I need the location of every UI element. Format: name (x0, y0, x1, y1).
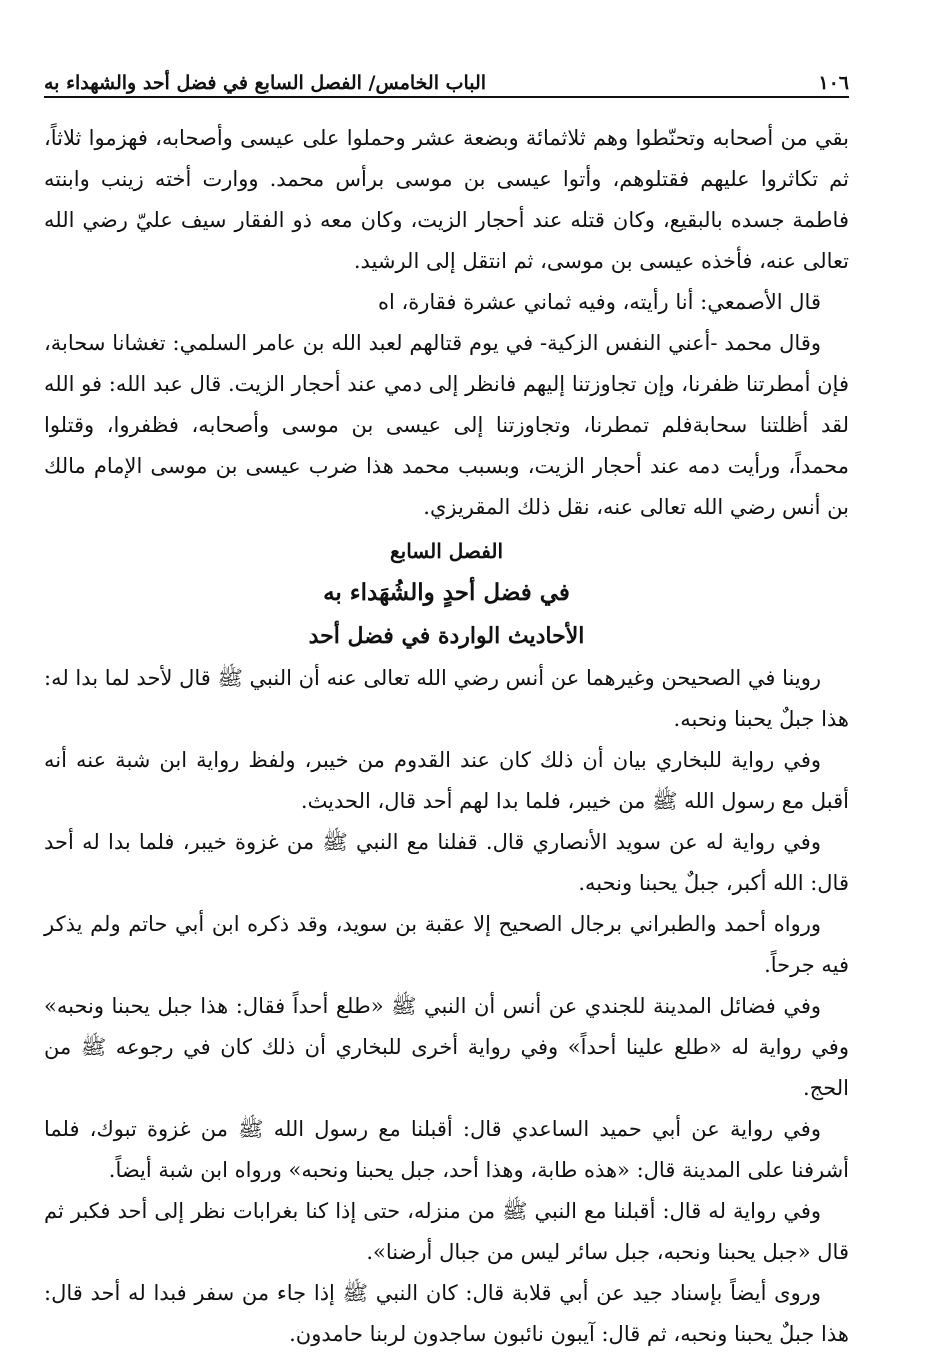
chapter-heading: الفصل السابع (389, 539, 504, 563)
header-rule (44, 96, 849, 98)
paragraph: روينا في الصحيحن وغيرهما عن أنس رضي الله تعالى عنه أن النبي ﷺ قال لأحد لما بدا له: هذا جبلٌ يحبنا ونحبه. (44, 666, 849, 731)
running-title: الباب الخامس/ الفصل السابع في فضل أحد والشهداء به (44, 72, 487, 94)
page-header (44, 60, 849, 94)
paragraph: وفي رواية له عن سويد الأنصاري قال. قفلنا مع النبي ﷺ من غزوة خيبر، فلما بدا له أحد قال: الله أكبر، جبلٌ يحبنا ونحبه. (44, 830, 849, 895)
chapter-title: في فضل أحدٍ والشُهَداء به (323, 579, 570, 606)
paragraph: قال الأصمعي: أنا رأيته، وفيه ثماني عشرة فقارة، اه (377, 290, 821, 314)
section-heading: الأحاديث الواردة في فضل أحد (308, 623, 585, 649)
paragraph: وفي رواية له قال: أقبلنا مع النبي ﷺ من منزله، حتى إذا كنا بغرابات نظر إلى أحد فكبر ثم قال «جبل يحبنا ونحبه، جبل سائر ليس من جبال أرضنا». (44, 1199, 849, 1264)
paragraph: ورواه أحمد والطبراني برجال الصحيح إلا عقبة بن سويد، وقد ذكره ابن أبي حاتم ولم يذكر فيه جرحاً. (44, 912, 849, 977)
paragraph: وروى أيضاً بإسناد جيد عن أبي قلابة قال: كان النبي ﷺ إذا جاء من سفر فبدا له أحد قال: هذا جبلٌ يحبنا ونحبه، ثم قال: آيبون نائبون ساجدون لربنا حامدون. (44, 1281, 849, 1346)
paragraph: وفي رواية عن أبي حميد الساعدي قال: أقبلنا مع رسول الله ﷺ من غزوة تبوك، فلما أشرفنا على المدينة قال: «هذه طابة، وهذا أحد، جبل يحبنا ونحبه» ورواه ابن شبة أيضاً. (44, 1117, 849, 1182)
page-number: ١٠٦ (818, 72, 849, 94)
page-body (44, 118, 849, 1355)
paragraph: وفي رواية للبخاري بيان أن ذلك كان عند القدوم من خيبر، ولفظ رواية ابن شبة عنه أنه أقبل مع رسول الله ﷺ من خيبر، فلما بدا لهم أحد قال، الحديث. (44, 748, 849, 813)
paragraph: وقال محمد -أعني النفس الزكية- في يوم قتالهم لعبد الله بن عامر السلمي: تغشانا سحابة، فإن أمطرتنا ظفرنا، وإن تجاوزتنا إليهم فانظر إلى دمي عند أحجار الزيت. قال عبد الله: فو الله لقد أظلتنا سحابةفلم تمطرنا، وتجاوزتنا إلى عيسى بن موسى وأصحابه، فظفروا، وقتلوا محمداً، ورأيت دمه عند أحجار الزيت، وبسبب محمد هذا ضرب عيسى بن موسى الإمام مالك بن أنس رضي الله تعالى عنه، نقل ذلك المقريزي. (44, 331, 849, 519)
paragraph: بقي من أصحابه وتحنّطوا وهم ثلاثمائة وبضعة عشر وحملوا على عيسى وأصحابه، فهزموا ثلاثاً، ثم تكاثروا عليهم فقتلوهم، وأتوا عيسى بن موسى برأس محمد. ووارت أخته زينب وابنته فاطمة جسده بالبقيع، وكان قتله عند أحجار الزيت، وكان معه ذو الفقار سيف عليّ رضي الله تعالى عنه، فأخذه عيسى بن موسى، ثم انتقل إلى الرشيد. (44, 126, 849, 273)
paragraph: وفي فضائل المدينة للجندي عن أنس أن النبي ﷺ «طلع أحداً فقال: هذا جبل يحبنا ونحبه» وفي رواية له «طلع علينا أحداً» وفي رواية أخرى للبخاري أن ذلك كان في رجوعه ﷺ من الحج. (44, 994, 849, 1100)
